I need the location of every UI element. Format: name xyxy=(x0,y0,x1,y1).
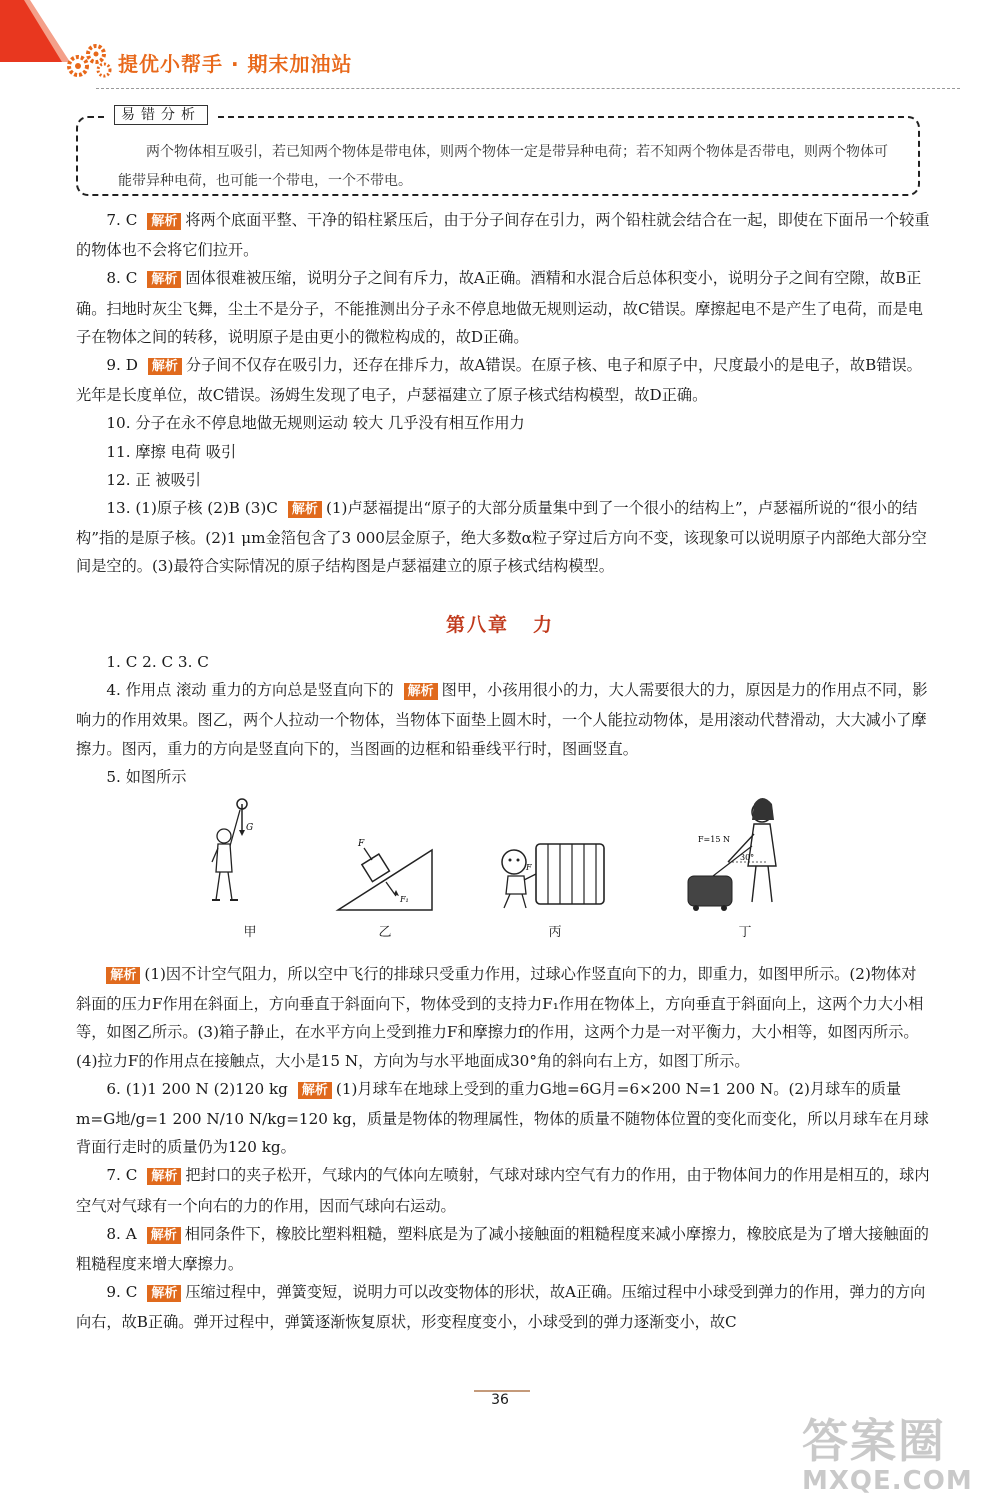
error-analysis-tag: 易错分析 xyxy=(106,104,216,124)
analysis-tag: 解析 xyxy=(298,1082,332,1099)
corner-decoration xyxy=(0,0,70,70)
analysis-tag: 解析 xyxy=(288,501,322,518)
analysis-tag: 解析 xyxy=(404,683,438,700)
pushing-box-figure xyxy=(490,790,620,920)
answer-item: 6. (1)1 200 N (2)120 kg 解析 (1)月球车在地球上受到的重力G地=6G月=6×200 N=1 200 N。(2)月球车的质量m=G地/g=1 200 N/10 N/kg=120 kg，质量是物体的物理属性，物体的质量不随物体位置的变化而变化，所以月球车在月球背面行走时的质量仍为120 kg。 xyxy=(76,1079,929,1157)
answer-item: 10. 分子在永不停息地做无规则运动 较大 几乎没有相互作用力 xyxy=(106,414,525,433)
force-label-pull: F=15 N xyxy=(698,835,730,844)
force-label-g: G xyxy=(246,823,254,833)
analysis-tag: 解析 xyxy=(106,967,140,984)
page-number: 36 xyxy=(491,1392,509,1408)
force-label-push: F xyxy=(526,863,532,872)
answer-item: 7. C 解析 把封口的夹子松开，气球内的气体向左喷射，气球对球内空气有力的作用，由于物体间力的作用是相互的，球内空气对气球有一个向右的力的作用，因而气球向右运动。 xyxy=(76,1166,930,1215)
answer-item: 1. C 2. C 3. C xyxy=(106,653,209,671)
analysis-tag: 解析 xyxy=(147,271,181,288)
figure-yi xyxy=(330,790,440,940)
figure-label: 丁 xyxy=(738,925,752,940)
figure-ding xyxy=(680,790,810,940)
luggage-pull-figure xyxy=(680,790,810,920)
answer-item: 4. 作用点 滚动 重力的方向总是竖直向下的 解析 图甲，小孩用很小的力，大人需要很大的力，原因是力的作用点不同，影响力的作用效果。图乙，两个人拉动一个物体，当物体下面垫上圆木时，一个人能拉动物体，是用滚动代替滑动，大大减小了摩擦力。图丙，重力的方向是竖直向下的，当图画的边框和铅垂线平行时，图画竖直。 xyxy=(76,681,928,758)
figure-label: 乙 xyxy=(378,925,392,940)
force-label-f1: F₁ xyxy=(400,895,409,904)
watermark-url: MXQE.COM xyxy=(802,1466,973,1496)
incline-block-figure xyxy=(330,790,440,920)
answer-item: 9. D 解析 分子间不仅存在吸引力，还存在排斥力，故A错误。在原子核、电子和原子中，尺度最小的是电子，故B错误。光年是长度单位，故C错误。汤姆生发现了电子，卢瑟福建立了原子核式结构模型，故D正确。 xyxy=(76,356,922,405)
figure-label: 甲 xyxy=(243,925,257,940)
chapter-heading: 第八章 力 xyxy=(445,614,555,636)
watermark-text: 答案圈 xyxy=(802,1414,946,1468)
force-label-f: F xyxy=(358,839,365,849)
answer-item: 12. 正 被吸引 xyxy=(106,470,201,489)
answers-block-a xyxy=(76,206,930,581)
angle-label: 30° xyxy=(740,853,755,862)
answer-item: 8. C 解析 固体很难被压缩，说明分子之间有斥力，故A正确。酒精和水混合后总体积变小，说明分子之间有空隙，故B正确。扫地时灰尘飞舞，尘土不是分子，不能推测出分子永不停息地做无规则运动，故C错误。摩擦起电不是产生了电荷，而是电子在物体之间的转移，说明原子是由更小的微粒构成的，故D正确。 xyxy=(76,269,923,346)
analysis-tag: 解析 xyxy=(147,1227,181,1244)
answer-item: 7. C 解析 将两个底面平整、干净的铅柱紧压后，由于分子间存在引力，两个铅柱就会结合在一起，即使在下面吊一个较重的物体也不会将它们拉开。 xyxy=(76,211,930,260)
answer-item: 解析 (1)因不计空气阻力，所以空中飞行的排球只受重力作用，过球心作竖直向下的力，即重力，如图甲所示。(2)物体对斜面的压力F作用在斜面上，方向垂直于斜面向下，物体受到的支持力F₁作用在物体上，方向垂直于斜面向上，这两个力大小相等，如图乙所示。(3)箱子静止，在水平方向上受到推力F和摩擦力f的作用，这两个力是一对平衡力，大小相等，如图丙所示。(4)拉力F的作用点在接触点，大小是15 N，方向为与水平地面成30°角的斜向右上方，如图丁所示。 xyxy=(76,965,924,1070)
error-analysis-box xyxy=(76,107,920,196)
volleyball-player-figure xyxy=(190,790,310,920)
figure-jia xyxy=(190,790,310,940)
header-rule xyxy=(96,88,960,89)
gears-icon xyxy=(64,40,116,80)
figure-bing xyxy=(490,790,620,940)
answers-block-b xyxy=(76,648,930,791)
answer-item: 11. 摩擦 电荷 吸引 xyxy=(106,442,237,461)
answer-item: 8. A 解析 相同条件下，橡胶比塑料粗糙，塑料底是为了减小接触面的粗糙程度来减小摩擦力，橡胶底是为了增大接触面的粗糙程度来增大摩擦力。 xyxy=(76,1224,929,1274)
analysis-tag: 解析 xyxy=(147,213,181,230)
error-analysis-text: 两个物体相互吸引，若已知两个物体是带电体，则两个物体一定是带异种电荷；若不知两个物体是否带电，则两个物体可能带异种电荷，也可能一个带电，一个不带电。 xyxy=(118,144,888,189)
answer-item: 9. C 解析 压缩过程中，弹簧变短，说明力可以改变物体的形状，故A正确。压缩过程中小球受到弹力的作用，弹力的方向向右，故B正确。弹开过程中，弹簧逐渐恢复原状，形变程度变小，小球受到的弹力逐渐变小，故C xyxy=(76,1283,926,1332)
analysis-tag: 解析 xyxy=(147,1285,181,1302)
answer-item: 13. (1)原子核 (2)B (3)C 解析 (1)卢瑟福提出“原子的大部分质量集中到了一个很小的结构上”，卢瑟福所说的“很小的结构”指的是原子核。(2)1 μm金箔包含了3 000层金原子，绝大多数α粒子穿过后方向不变，该现象可以说明原子内部绝大部分空间是空的。(3)最符合实际情况的原子结构图是卢瑟福建立的原子核式结构模型。 xyxy=(76,499,927,576)
force-diagrams xyxy=(190,790,810,940)
answers-block-c xyxy=(76,960,930,1337)
answer-item: 5. 如图所示 xyxy=(106,767,187,786)
watermark xyxy=(802,1416,992,1502)
figure-label: 丙 xyxy=(548,925,562,940)
analysis-tag: 解析 xyxy=(147,1168,181,1185)
header-title: 提优小帮手 · 期末加油站 xyxy=(118,52,353,76)
analysis-tag: 解析 xyxy=(148,358,182,375)
